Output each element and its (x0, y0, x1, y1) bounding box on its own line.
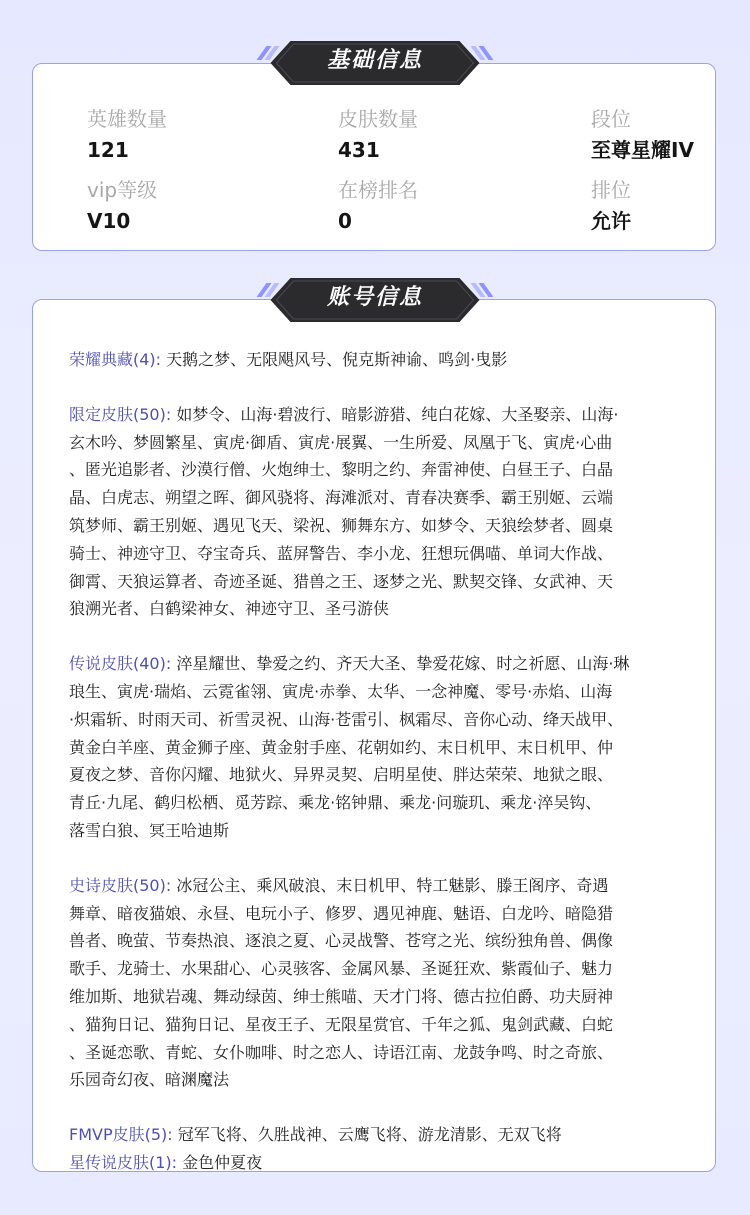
skin-names: 筑梦师、霸王别姬、遇见飞天、梁祝、狮舞东方、如梦令、天狼绘梦者、圆桌 (69, 515, 614, 535)
account-info-title: 账号信息 (326, 285, 423, 310)
skin-names: 玄木吟、梦圆繁星、寅虎·御盾、寅虎·展翼、一生所爱、凤凰于飞、寅虎·心曲 (69, 432, 613, 452)
skin-line (69, 734, 699, 762)
skin-names: 如梦令、山海·碧波行、暗影游猎、纯白花嫁、大圣娶亲、山海· (171, 404, 619, 424)
stat-value: 121 (87, 138, 129, 162)
skin-category-label: 史诗皮肤(50): (69, 875, 172, 895)
skin-line (69, 401, 699, 429)
skin-line (69, 706, 699, 734)
skin-names: 夏夜之梦、音你闪耀、地狱火、异界灵契、启明星使、胖达荣荣、地狱之眼、 (69, 765, 614, 785)
stat-label: 英雄数量 (87, 107, 167, 131)
skin-category-label: 传说皮肤(40): (69, 654, 172, 674)
skin-line (69, 1011, 699, 1039)
stat-label: 皮肤数量 (338, 107, 418, 131)
skin-line (69, 817, 699, 845)
stat-label: vip等级 (87, 178, 158, 202)
stat-label: 段位 (591, 107, 631, 131)
skin-names: 舞章、暗夜猫娘、永昼、电玩小子、修罗、遇见神鹿、魅语、白龙吟、暗隐猎 (69, 903, 614, 923)
skin-names: 、猫狗日记、猫狗日记、星夜王子、无限星赏官、千年之狐、鬼剑武藏、白蛇 (69, 1014, 614, 1034)
skin-names: 乐园奇幻夜、暗渊魔法 (69, 1070, 230, 1090)
skin-category-label: FMVP皮肤(5): (69, 1125, 173, 1145)
skin-names: 维加斯、地狱岩魂、舞动绿茵、绅士熊喵、天才门将、德古拉伯爵、功夫厨神 (69, 986, 614, 1006)
basic-info-title: 基础信息 (326, 48, 423, 73)
basic-info-card (32, 63, 716, 251)
skin-line (69, 595, 699, 623)
skin-list (69, 346, 699, 1177)
skin-group (69, 346, 699, 374)
skin-line (69, 900, 699, 928)
stat-ranked-allowed (591, 177, 631, 234)
skin-line (69, 678, 699, 706)
skin-names: 冠军飞将、久胜战神、云鹰飞将、游龙清影、无双飞将 (172, 1125, 562, 1145)
stat-skin-count (338, 106, 418, 163)
stat-label: 排位 (591, 178, 631, 202)
skin-group (69, 401, 699, 623)
stat-value: 允许 (591, 209, 631, 233)
skin-names: ·炽霜斩、时雨天司、祈雪灵祝、山海·苍雷引、枫霜尽、音你心动、绛天战甲、 (69, 709, 624, 729)
stat-value: 0 (338, 209, 352, 233)
account-info-banner (253, 275, 498, 325)
stat-rank-tier (591, 106, 694, 163)
skin-names: 、圣诞恋歌、青蛇、女仆咖啡、时之恋人、诗语江南、龙鼓争鸣、时之奇旅、 (69, 1042, 614, 1062)
skin-names: 兽者、晚萤、节奏热浪、逐浪之夏、心灵战警、苍穹之光、缤纷独角兽、偶像 (69, 931, 614, 951)
skin-line (69, 456, 699, 484)
skin-group (69, 650, 699, 845)
skin-names: 骑士、神迹守卫、夺宝奇兵、蓝屏警告、李小龙、狂想玩偶喵、单词大作战、 (69, 543, 614, 563)
skin-category-label: 荣耀典藏(4): (69, 350, 162, 369)
skin-names: 狼溯光者、白鹤梁神女、神迹守卫、圣弓游侠 (69, 599, 390, 619)
skin-line (69, 568, 699, 596)
skin-names: 黄金白羊座、黄金狮子座、黄金射手座、花朝如约、末日机甲、末日机甲、仲 (69, 737, 614, 757)
skin-line (69, 789, 699, 817)
skin-line (69, 650, 699, 678)
skin-line (69, 927, 699, 955)
stat-label: 在榜排名 (338, 178, 418, 202)
skin-line (69, 1039, 699, 1067)
skin-line (69, 346, 699, 374)
skin-line (69, 761, 699, 789)
skin-line (69, 484, 699, 512)
skin-names: 落雪白狼、冥王哈迪斯 (69, 820, 230, 840)
skin-names: 青丘·九尾、鹤归松栖、觅芳踪、乘龙·铭钟鼎、乘龙·问璇玑、乘龙·淬吴钩、 (69, 793, 602, 813)
stat-value: V10 (87, 209, 131, 233)
skin-line (69, 1066, 699, 1094)
basic-info-banner (253, 38, 498, 88)
skin-line (69, 512, 699, 540)
skin-names: 琅生、寅虎·瑞焰、云霓雀翎、寅虎·赤拳、太华、一念神魔、零号·赤焰、山海 (69, 681, 613, 701)
skin-line (69, 1149, 699, 1177)
skin-group (69, 872, 699, 1094)
skin-line (69, 429, 699, 457)
skin-line (69, 983, 699, 1011)
skin-names: 金色仲夏夜 (177, 1152, 263, 1172)
skin-line (69, 540, 699, 568)
stat-vip-level (87, 177, 157, 234)
account-info-card (32, 299, 716, 1172)
stat-value: 至尊星耀IV (591, 138, 694, 162)
skin-names: 歌手、龙骑士、水果甜心、心灵骇客、金属风暴、圣诞狂欢、紫霞仙子、魅力 (69, 959, 614, 979)
skin-group (69, 1121, 699, 1149)
skin-names: 、匿光追影者、沙漠行僧、火炮绅士、黎明之约、奔雷神使、白昼王子、白晶 (69, 460, 614, 480)
stat-value: 431 (338, 138, 380, 162)
stat-leaderboard-rank (338, 177, 418, 234)
skin-group (69, 1149, 699, 1177)
skin-line (69, 1121, 699, 1149)
skin-category-label: 星传说皮肤(1): (69, 1152, 178, 1172)
stats-grid (33, 64, 715, 250)
skin-line (69, 872, 699, 900)
skin-names: 天鹅之梦、无限飓风号、倪克斯神谕、鸣剑·曳影 (161, 350, 508, 369)
skin-names: 晶、白虎志、朔望之晖、御风骁将、海滩派对、青春决赛季、霸王别姬、云端 (69, 488, 614, 508)
skin-names: 淬星耀世、挚爱之约、齐天大圣、挚爱花嫁、时之祈愿、山海·琳 (171, 654, 630, 674)
skin-line (69, 955, 699, 983)
skin-names: 御霄、天狼运算者、奇迹圣诞、猎兽之王、逐梦之光、默契交锋、女武神、天 (69, 571, 614, 591)
stat-hero-count (87, 106, 167, 163)
skin-category-label: 限定皮肤(50): (69, 404, 172, 424)
skin-names: 冰冠公主、乘风破浪、末日机甲、特工魅影、滕王阁序、奇遇 (171, 875, 609, 895)
